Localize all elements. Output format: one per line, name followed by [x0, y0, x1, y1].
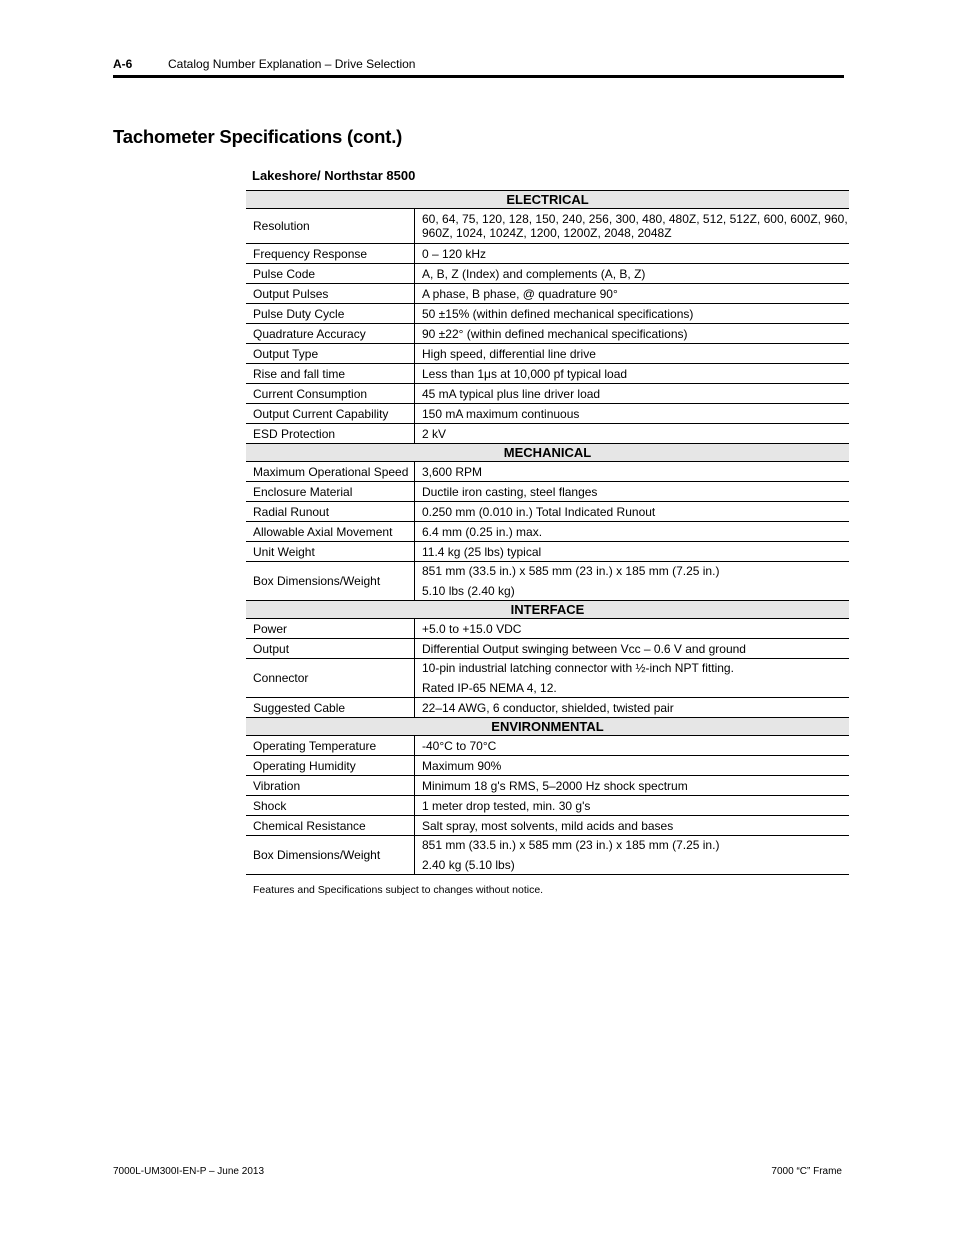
- spec-label: Chemical Resistance: [246, 816, 415, 836]
- table-row: [246, 324, 849, 344]
- spec-label: Shock: [246, 796, 415, 816]
- table-row: [246, 698, 849, 718]
- table-row: [246, 542, 849, 562]
- table-row: [246, 796, 849, 816]
- spec-label: Box Dimensions/Weight: [246, 562, 415, 601]
- spec-value: A phase, B phase, @ quadrature 90°: [415, 284, 850, 304]
- page-title: Tachometer Specifications (cont.): [113, 126, 403, 147]
- table-row: [246, 776, 849, 796]
- spec-value: Differential Output swinging between Vcc – 0.6 V and ground: [415, 639, 850, 659]
- section-header-electrical: [246, 191, 849, 209]
- table-row: [246, 659, 849, 698]
- spec-label: ESD Protection: [246, 424, 415, 444]
- spec-label: Quadrature Accuracy: [246, 324, 415, 344]
- spec-label: Output Pulses: [246, 284, 415, 304]
- table-row: [246, 619, 849, 639]
- spec-label: Power: [246, 619, 415, 639]
- table-row: [246, 424, 849, 444]
- table-row: [246, 462, 849, 482]
- table-row: [246, 364, 849, 384]
- spec-label: Operating Temperature: [246, 736, 415, 756]
- table-row: [246, 639, 849, 659]
- spec-value: 0.250 mm (0.010 in.) Total Indicated Runout: [415, 502, 850, 522]
- spec-table: [246, 190, 849, 875]
- spec-label: Suggested Cable: [246, 698, 415, 718]
- spec-label: Frequency Response: [246, 244, 415, 264]
- spec-label: Unit Weight: [246, 542, 415, 562]
- spec-value: High speed, differential line drive: [415, 344, 850, 364]
- spec-value: -40°C to 70°C: [415, 736, 850, 756]
- table-row: [246, 344, 849, 364]
- spec-value: 11.4 kg (25 lbs) typical: [415, 542, 850, 562]
- table-row: [246, 384, 849, 404]
- footer-product: 7000 “C” Frame: [771, 1166, 842, 1177]
- spec-label: Resolution: [246, 209, 415, 244]
- spec-label: Pulse Duty Cycle: [246, 304, 415, 324]
- table-row: [246, 816, 849, 836]
- spec-label: Maximum Operational Speed: [246, 462, 415, 482]
- spec-note: Features and Specifications subject to changes without notice.: [253, 884, 544, 896]
- spec-label: Rise and fall time: [246, 364, 415, 384]
- spec-label: Operating Humidity: [246, 756, 415, 776]
- spec-value: A, B, Z (Index) and complements (A, B, Z): [415, 264, 850, 284]
- section-header-interface: [246, 601, 849, 619]
- spec-value: 1 meter drop tested, min. 30 g's: [415, 796, 850, 816]
- spec-value: Minimum 18 g's RMS, 5–2000 Hz shock spectrum: [415, 776, 850, 796]
- section-title: MECHANICAL: [246, 444, 849, 462]
- spec-value: [415, 659, 850, 698]
- spec-value: 6.4 mm (0.25 in.) max.: [415, 522, 850, 542]
- spec-value: Less than 1μs at 10,000 pf typical load: [415, 364, 850, 384]
- table-title: Lakeshore/ Northstar 8500: [252, 168, 416, 183]
- spec-value-line: 851 mm (33.5 in.) x 585 mm (23 in.) x 185 mm (7.25 in.): [422, 564, 720, 578]
- section-header-environmental: [246, 718, 849, 736]
- section-title: ENVIRONMENTAL: [246, 718, 849, 736]
- spec-value: 50 ±15% (within defined mechanical specifications): [415, 304, 850, 324]
- spec-value: 90 ±22° (within defined mechanical specifications): [415, 324, 850, 344]
- spec-label: Box Dimensions/Weight: [246, 836, 415, 875]
- spec-value: 22–14 AWG, 6 conductor, shielded, twisted pair: [415, 698, 850, 718]
- spec-value: [415, 562, 850, 601]
- table-row: [246, 756, 849, 776]
- spec-label: Enclosure Material: [246, 482, 415, 502]
- table-row: [246, 209, 849, 244]
- spec-value: 45 mA typical plus line driver load: [415, 384, 850, 404]
- spec-value-line: Rated IP-65 NEMA 4, 12.: [422, 681, 557, 695]
- table-row: [246, 502, 849, 522]
- table-row: [246, 284, 849, 304]
- spec-value: 0 – 120 kHz: [415, 244, 850, 264]
- spec-value: 3,600 RPM: [415, 462, 850, 482]
- spec-value: +5.0 to +15.0 VDC: [415, 619, 850, 639]
- table-row: [246, 304, 849, 324]
- spec-value: [415, 836, 850, 875]
- spec-value-line: 5.10 lbs (2.40 kg): [422, 584, 515, 598]
- spec-label: Current Consumption: [246, 384, 415, 404]
- spec-value: Maximum 90%: [415, 756, 850, 776]
- table-row: [246, 836, 849, 875]
- spec-label: Output: [246, 639, 415, 659]
- table-row: [246, 562, 849, 601]
- page-number: A-6: [113, 57, 133, 71]
- spec-value: Ductile iron casting, steel flanges: [415, 482, 850, 502]
- section-title: ELECTRICAL: [246, 191, 849, 209]
- spec-label: Output Type: [246, 344, 415, 364]
- table-row: [246, 736, 849, 756]
- page-header: [113, 57, 844, 78]
- spec-value: 150 mA maximum continuous: [415, 404, 850, 424]
- spec-label: Allowable Axial Movement: [246, 522, 415, 542]
- spec-value: 60, 64, 75, 120, 128, 150, 240, 256, 300, 480, 480Z, 512, 512Z, 600, 600Z, 960, 960Z, 1024, 1024Z, 1200, 1200Z, 2048, 2048Z: [415, 209, 850, 244]
- spec-value-line: 851 mm (33.5 in.) x 585 mm (23 in.) x 185 mm (7.25 in.): [422, 838, 720, 852]
- spec-value: 2 kV: [415, 424, 850, 444]
- spec-label: Radial Runout: [246, 502, 415, 522]
- table-row: [246, 482, 849, 502]
- spec-value: Salt spray, most solvents, mild acids and bases: [415, 816, 850, 836]
- spec-value-line: 10-pin industrial latching connector with ½-inch NPT fitting.: [422, 661, 734, 675]
- spec-label: Vibration: [246, 776, 415, 796]
- spec-label: Connector: [246, 659, 415, 698]
- header-section-title: Catalog Number Explanation – Drive Selection: [168, 57, 416, 71]
- table-row: [246, 264, 849, 284]
- section-title: INTERFACE: [246, 601, 849, 619]
- spec-label: Pulse Code: [246, 264, 415, 284]
- section-header-mechanical: [246, 444, 849, 462]
- table-row: [246, 522, 849, 542]
- footer-doc-id: 7000L-UM300I-EN-P – June 2013: [113, 1166, 265, 1177]
- spec-value-line: 2.40 kg (5.10 lbs): [422, 858, 515, 872]
- spec-label: Output Current Capability: [246, 404, 415, 424]
- table-row: [246, 244, 849, 264]
- table-row: [246, 404, 849, 424]
